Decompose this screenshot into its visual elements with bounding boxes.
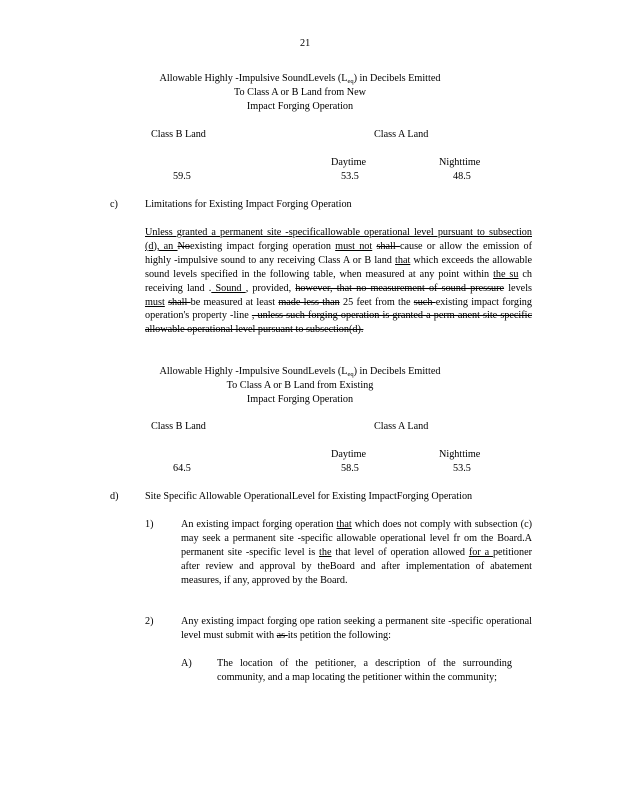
text-segment: that — [336, 519, 352, 530]
text-segment: subsection (d), an — [145, 227, 532, 252]
text-segment: made less than — [278, 296, 340, 308]
table2-title — [120, 365, 480, 379]
table2-title-part1: Allowable Highly -Impulsive SoundLevels — [159, 366, 336, 377]
item-2-number: 2) — [145, 616, 154, 627]
item-a-number: A) — [181, 658, 192, 669]
table1-value-class-b: 59.5 — [173, 171, 191, 182]
item-2-paragraph — [181, 615, 532, 643]
section-d-label: d) — [110, 491, 119, 502]
section-c-paragraph — [145, 226, 532, 337]
table1-title-part2: ) in Decibels Emitted — [353, 73, 441, 84]
text-segment: , provided, — [245, 282, 296, 294]
table2-value-class-b: 64.5 — [173, 463, 191, 474]
table1-nighttime: Nighttime — [439, 157, 481, 168]
table1-title-leq: ($L_{eq}$ — [337, 73, 354, 85]
table2-value-daytime: 58.5 — [341, 463, 359, 474]
text-segment: however, that no measurement of sound pressure — [295, 282, 505, 294]
text-segment: existing impact forging operation's property -line — [145, 296, 532, 322]
table1-title-line2: To Class A or B Land from New — [234, 87, 366, 98]
table1-col-class-b: Class B Land — [151, 129, 206, 140]
table1-daytime: Daytime — [331, 157, 367, 168]
section-d-heading: Site Specific Allowable OperationalLevel for Existing ImpactForging Operation — [145, 491, 473, 502]
table2-col-class-b: Class B Land — [151, 421, 206, 432]
item-1-paragraph — [181, 518, 532, 588]
text-segment: which exceeds the allowable sound levels specified in the following table, when measured at any point within — [145, 254, 532, 280]
text-segment: that level of operation allowed — [331, 546, 469, 558]
text-segment: Unless granted a permanent site -specificallowable operational level pursuant to — [145, 227, 489, 238]
table1-title-line3: Impact Forging Operation — [246, 101, 354, 112]
text-segment: its petition the following: — [287, 629, 391, 641]
item-a-paragraph: The location of the petitioner, a description of the surrounding community, and a map locating the petitioner within the community; — [217, 658, 512, 683]
table2-nighttime: Nighttime — [439, 449, 481, 460]
section-c-label: c) — [110, 199, 118, 210]
table1-col-class-a: Class A Land — [374, 129, 429, 140]
text-segment: the — [319, 546, 332, 558]
text-segment: must — [145, 296, 165, 308]
text-segment: shall — [168, 296, 191, 308]
text-segment: that — [395, 254, 411, 266]
text-segment: petitioner after review and approval by theBoard and after implementation of abatement measures, if any, approved by the Board. — [181, 546, 532, 586]
text-segment: cause or allow the emission of highly -impulsive sound to any receiving Class A or B land — [145, 240, 532, 266]
text-segment: existing impact forging operation — [189, 240, 336, 252]
table2-title-part2: ) in Decibels Emitted — [353, 366, 441, 377]
text-segment: shall — [376, 240, 400, 252]
table1-value-daytime: 53.5 — [341, 171, 359, 182]
table1-title-part1: Allowable Highly -Impulsive SoundLevels — [159, 73, 336, 84]
table2-title-leq: ($L_{eq}$ — [337, 366, 354, 378]
text-segment: be measured at least — [190, 296, 279, 308]
table2-daytime: Daytime — [331, 449, 367, 460]
text-segment: must not — [335, 240, 373, 252]
text-segment: 25 feet from the — [339, 296, 414, 308]
section-c-heading: Limitations for Existing Impact Forging Operation — [145, 199, 352, 210]
text-segment: levels — [504, 282, 532, 294]
table2-title-line3: Impact Forging Operation — [246, 394, 354, 405]
table2-title-line2: To Class A or B Land from Existing — [226, 380, 374, 391]
table1-value-nighttime: 48.5 — [453, 171, 471, 182]
table2-value-nighttime: 53.5 — [453, 463, 471, 474]
item-1-number: 1) — [145, 519, 154, 530]
text-segment: as — [276, 629, 288, 641]
text-segment: for a — [468, 546, 493, 558]
table1-title — [120, 72, 480, 86]
text-segment: ch receiving land . — [145, 268, 532, 294]
table2-col-class-a: Class A Land — [374, 421, 429, 432]
text-segment: the su — [493, 268, 519, 280]
text-segment: Any existing impact forging ope ration seeking a permanent site -specific operational level must submit with — [181, 616, 532, 641]
page-number: 21 — [300, 38, 311, 49]
text-segment: , unless such forging operation is granted a perm anent site specific allowable operational level pursuant to subsection(d). — [145, 310, 532, 336]
text-segment: such — [413, 296, 436, 308]
text-segment: No — [177, 240, 190, 252]
text-segment: Sound — [211, 282, 246, 294]
text-segment: An existing impact forging operation — [181, 519, 337, 530]
text-segment: which does not comply with subsection (c) may seek a permanent site -specific allowable operational level fr om the Board.A permanent site -specific level is — [181, 519, 532, 558]
